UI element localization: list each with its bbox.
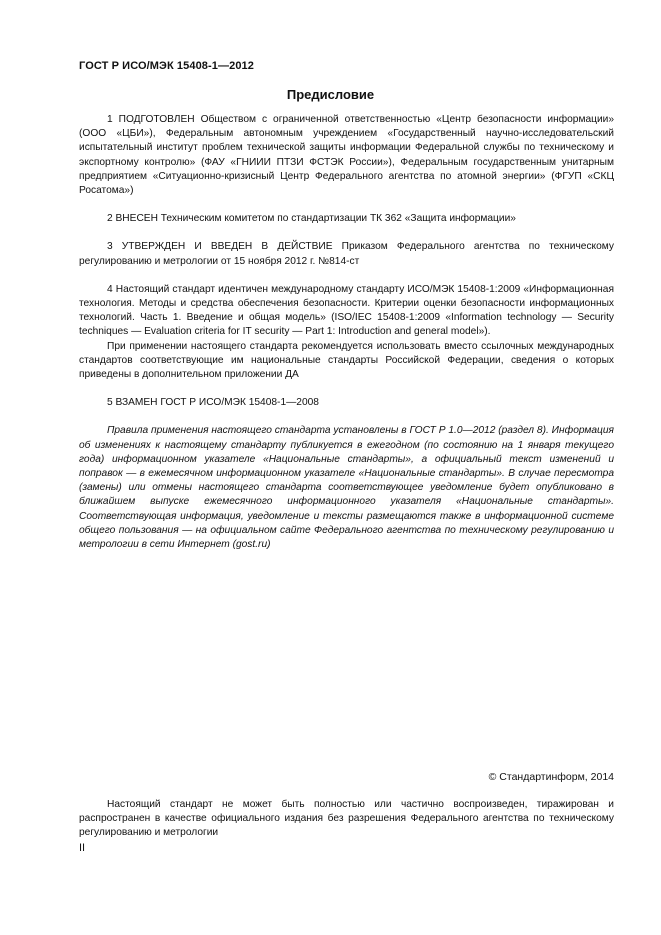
foreword-item-4-note: При применении настоящего стандарта рекомендуется использовать вместо ссылочных международных стандартов соответствующие им национальные стандарты Российской Федерации, сведения о которых приведены в дополнительном приложении ДА — [79, 340, 614, 381]
reproduction-notice: Настоящий стандарт не может быть полностью или частично воспроизведен, тиражирован и распространен в качестве официального издания без разрешения Федерального агентства по техническому регулированию и метрологии — [79, 799, 614, 839]
foreword-item-5: 5 ВЗАМЕН ГОСТ Р ИСО/МЭК 15408-1—2008 — [107, 397, 319, 409]
page-number: II — [79, 842, 86, 854]
foreword-item-1: 1 ПОДГОТОВЛЕН Обществом с ограниченной ответственностью «Центр безопасности информации» (ООО «ЦБИ»), Федеральным автономным учреждением «Государственный научно-исследовательский испытательный институт проблем технической защиты информации Федеральной службы по техническому и экспортному контролю» (ФАУ «ГНИИИ ПТЗИ ФСТЭК России»), Федеральным государственным унитарным предприятием «Ситуационно-кризисный Центр Федерального агентства по атомной энергии» (ФГУП «СКЦ Росатома») — [79, 114, 614, 197]
page-title: Предисловие — [286, 87, 375, 102]
foreword-item-3: 3 УТВЕРЖДЕН И ВВЕДЕН В ДЕЙСТВИЕ Приказом Федерального агентства по техническому регулированию и метрологии от 15 ноября 2012 г. №814-ст — [79, 241, 614, 267]
foreword-item-4: 4 Настоящий стандарт идентичен международному стандарту ИСО/МЭК 15408-1:2009 «Информационная технология. Методы и средства обеспечения безопасности. Критерии оценки безопасности информационных технологий. Часть 1. Введение и общая модель» (ISO/IEC 15408-1:2009 «Information technology — Security techniques — Evaluation criteria for IT security — Part 1: Introduction and general model»). — [79, 283, 614, 338]
standard-designation: ГОСТ Р ИСО/МЭК 15408-1—2012 — [79, 60, 254, 72]
copyright-notice: © Стандартинформ, 2014 — [488, 771, 614, 783]
application-rules-note: Правила применения настоящего стандарта установлены в ГОСТ Р 1.0—2012 (раздел 8). Информация об изменениях к настоящему стандарту публикуется в ежегодном (по состоянию на 1 января текущего года) информационном указателе «Национальные стандарты», а официальный текст изменений и поправок — в ежемесячном информационном указателе «Национальные стандарты». В случае пересмотра (замены) или отмены настоящего стандарта соответствующее уведомление будет опубликовано в ближайшем выпуске ежемесячного информационного указателя «Национальные стандарты». Соответствующая информация, уведомление и тексты размещаются также в информационной системе общего пользования — на официальном сайте Федерального агентства по техническому регулированию и метрологии в сети Интернет (gost.ru) — [79, 425, 614, 551]
foreword-item-2: 2 ВНЕСЕН Техническим комитетом по стандартизации ТК 362 «Защита информации» — [107, 213, 516, 225]
foreword-body — [79, 113, 614, 566]
